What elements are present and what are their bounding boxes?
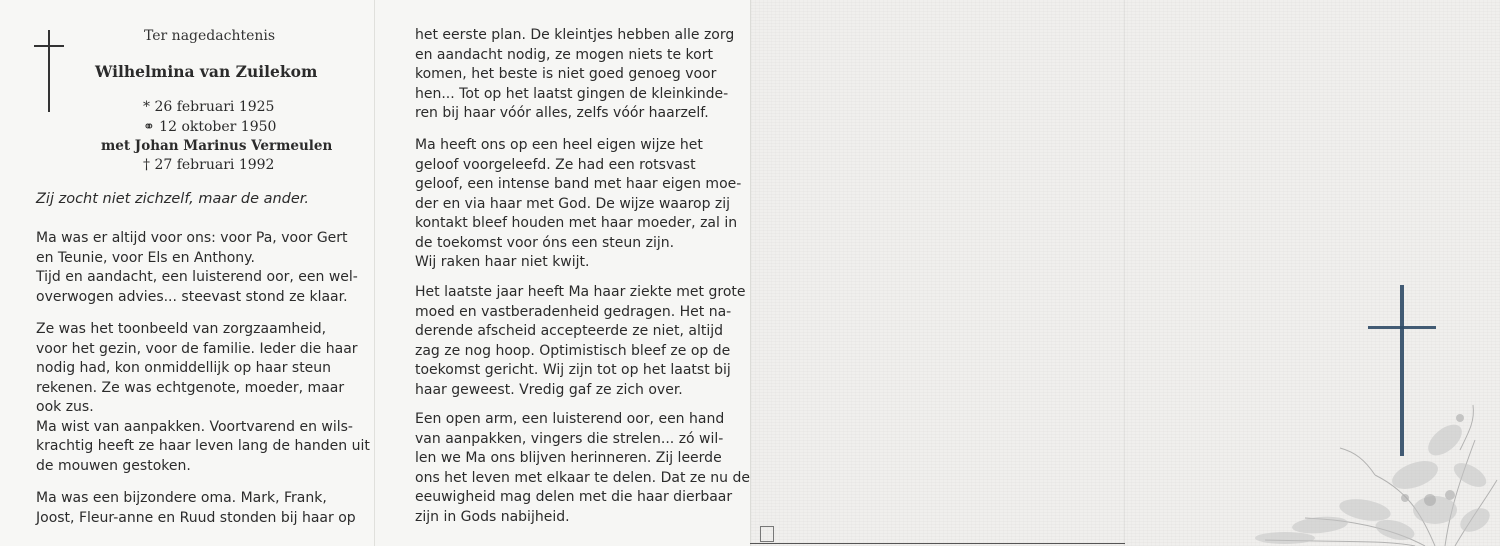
- text-line: ook zus.: [36, 399, 94, 415]
- text-line: Ma wist van aanpakken. Voortvarend en wils-: [36, 418, 353, 435]
- text-line: geloof, een intense band met haar eigen moe-: [415, 176, 742, 192]
- text-line: haar geweest. Vredig gaf ze zich over.: [415, 381, 683, 398]
- floral-ornament-icon: [1245, 380, 1500, 546]
- text-line: Ma heeft ons op een heel eigen wijze het: [415, 137, 703, 153]
- text-line: toekomst gericht. Wij zijn tot op het laatst bij: [415, 362, 731, 378]
- text-line: overwogen advies... steevast stond ze klaar.: [36, 288, 348, 305]
- text-line: hen... Tot op het laatst gingen de kleinkinde-: [415, 85, 729, 102]
- text-line: eeuwigheid mag delen met die haar dierbaar: [415, 489, 733, 505]
- text-line: Joost, Fleur-anne en Ruud stonden bij haar op: [36, 509, 356, 526]
- text-line: Wij raken haar niet kwijt.: [415, 254, 590, 270]
- spouse-name: met Johan Marinus Vermeulen: [101, 138, 333, 154]
- text-line: zijn in Gods nabijheid.: [415, 508, 570, 525]
- text-line: Tijd en aandacht, een luisterend oor, een wel-: [36, 269, 358, 285]
- left-panel: [0, 0, 375, 546]
- text-line: zag ze nog hoop. Optimistisch bleef ze op de: [415, 342, 731, 359]
- text-line: moed en vastberadenheid gedragen. Het na-: [415, 303, 732, 320]
- text-line: en Teunie, voor Els en Anthony.: [36, 249, 255, 266]
- deceased-name: Wilhelmina van Zuilekom: [95, 62, 318, 81]
- text-line: Ma was een bijzondere oma. Mark, Frank,: [36, 490, 327, 506]
- death-date: † 27 februari 1992: [143, 157, 275, 173]
- text-line: het eerste plan. De kleintjes hebben alle zorg: [415, 27, 735, 43]
- text-line: rekenen. Ze was echtgenote, moeder, maar: [36, 379, 345, 396]
- motto: Zij zocht niet zichzelf, maar de ander.: [36, 191, 310, 207]
- birth-date: * 26 februari 1925: [143, 99, 275, 115]
- text-line: kontakt bleef houden met haar moeder, zal in: [415, 215, 738, 231]
- text-line: de mouwen gestoken.: [36, 457, 191, 474]
- cross-icon: [34, 30, 64, 112]
- text-line: der en via haar met God. De wijze waarop zij: [415, 195, 731, 212]
- text-line: de toekomst voor óns een steun zijn.: [415, 234, 675, 251]
- text-line: ons het leven met elkaar te delen. Dat ze nu de: [415, 469, 750, 486]
- text-line: komen, het beste is niet goed genoeg voor: [415, 66, 717, 82]
- paragraph: [415, 136, 742, 273]
- paragraph: [415, 26, 737, 124]
- text-line: krachtig heeft ze haar leven lang de handen uit: [36, 438, 370, 454]
- paragraph: [36, 489, 358, 528]
- text-line: Ma was er altijd voor ons: voor Pa, voor Gert: [36, 230, 348, 246]
- printer-logo-icon: [760, 526, 774, 542]
- divider: [750, 543, 1125, 544]
- text-line: van aanpakken, vingers die strelen... zó wil-: [415, 430, 724, 447]
- paragraph: [36, 229, 358, 307]
- text-line: len we Ma ons blijven herinneren. Zij leerde: [415, 450, 722, 466]
- text-line: geloof voorgeleefd. Ze had een rotsvast: [415, 156, 696, 173]
- paragraph: [36, 320, 370, 476]
- text-line: en aandacht nodig, ze mogen niets te kort: [415, 46, 713, 63]
- paragraph: [415, 410, 750, 527]
- paragraph: [415, 283, 746, 400]
- printer-logo: [760, 524, 840, 544]
- text-line: derende afscheid accepteerde ze niet, altijd: [415, 323, 724, 339]
- text-line: Ze was het toonbeeld van zorgzaamheid,: [36, 321, 327, 337]
- text-line: Een open arm, een luisterend oor, een hand: [415, 411, 725, 427]
- marriage-date: ⚭ 12 oktober 1950: [143, 119, 277, 135]
- text-line: Het laatste jaar heeft Ma haar ziekte met grote: [415, 284, 746, 300]
- intro-text: Ter nagedachtenis: [144, 28, 276, 44]
- text-line: ren bij haar vóór alles, zelfs vóór haarzelf.: [415, 105, 709, 121]
- text-line: voor het gezin, voor de familie. Ieder die haar: [36, 340, 358, 357]
- text-line: nodig had, kon onmiddellijk op haar steun: [36, 360, 332, 376]
- fold-line: [1124, 0, 1125, 546]
